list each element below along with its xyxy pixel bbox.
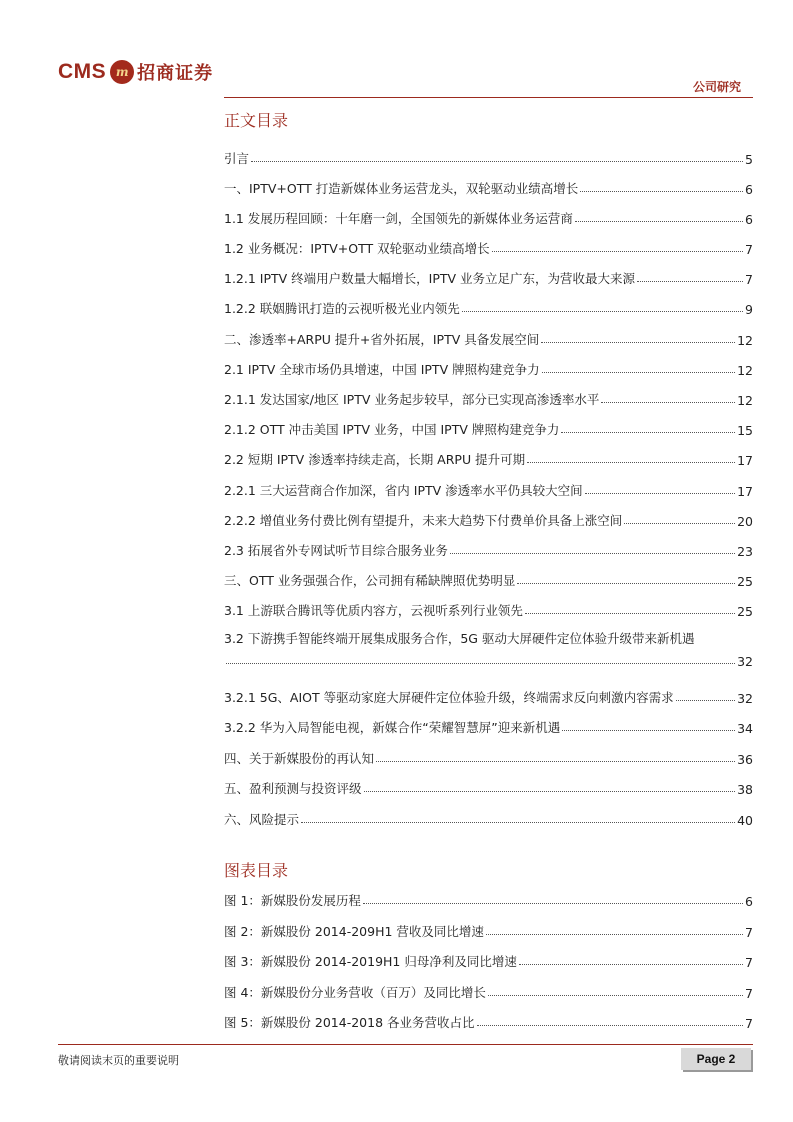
toc-title: 正文目录 xyxy=(224,111,289,130)
toc-item-text: 2.1 IPTV 全球市场仍具增速，中国 IPTV 牌照构建竞争力 xyxy=(224,362,540,377)
toc-item-page: 20 xyxy=(737,514,753,529)
toc-leader xyxy=(477,1024,744,1026)
figure-item-page: 7 xyxy=(745,1016,753,1031)
toc-leader xyxy=(637,280,743,282)
toc-item[interactable] xyxy=(224,388,753,408)
toc-item-text: 3.2.2 华为入局智能电视，新媒合作“荣耀智慧屏”迎来新机遇 xyxy=(224,720,561,735)
toc-leader xyxy=(226,662,735,664)
toc-item-text: 2.2.2 增值业务付费比例有望提升，未来大趋势下付费单价具备上涨空间 xyxy=(224,513,623,528)
toc-leader xyxy=(541,341,735,343)
toc-leader xyxy=(525,612,735,614)
toc-item-page: 38 xyxy=(737,782,753,797)
toc-item-page: 5 xyxy=(745,152,753,167)
toc-item-page: 9 xyxy=(745,302,753,317)
toc-item-text: 四、关于新媒股份的再认知 xyxy=(224,751,375,766)
toc-leader xyxy=(542,371,735,373)
toc-leader xyxy=(519,963,743,965)
toc-item-page: 32 xyxy=(737,654,753,669)
toc-item-page: 25 xyxy=(737,604,753,619)
toc-leader xyxy=(676,699,735,701)
figure-item[interactable] xyxy=(224,889,753,909)
toc-item-page: 34 xyxy=(737,721,753,736)
figure-item-page: 7 xyxy=(745,925,753,940)
toc-item-text: 六、风险提示 xyxy=(224,812,300,827)
toc-item-text: 3.1 上游联合腾讯等优质内容方，云视听系列行业领先 xyxy=(224,603,523,618)
toc-item[interactable] xyxy=(224,267,753,287)
figure-item-text: 图 5：新媒股份 2014-2018 各业务营收占比 xyxy=(224,1015,475,1030)
toc-item[interactable] xyxy=(224,479,753,499)
toc-item[interactable] xyxy=(224,686,753,706)
figure-list-title: 图表目录 xyxy=(224,861,289,880)
toc-item[interactable] xyxy=(224,418,753,438)
toc-leader xyxy=(562,729,735,731)
toc-item-page: 12 xyxy=(737,333,753,348)
figure-item[interactable] xyxy=(224,950,753,970)
figure-item-text: 图 1：新媒股份发展历程 xyxy=(224,893,361,908)
toc-item-page: 7 xyxy=(745,272,753,287)
toc-leader xyxy=(488,994,743,996)
toc-item[interactable] xyxy=(224,808,753,828)
toc-leader xyxy=(585,492,735,494)
logo-chinese-name: 招商证券 xyxy=(137,63,214,84)
toc-item[interactable] xyxy=(224,509,753,529)
toc-item[interactable] xyxy=(224,716,753,736)
toc-item-text: 2.1.1 发达国家/地区 IPTV 业务起步较早，部分已实现高渗透率水平 xyxy=(224,392,600,407)
toc-leader xyxy=(462,310,743,312)
toc-item-page: 40 xyxy=(737,813,753,828)
toc-leader xyxy=(601,401,735,403)
toc-item-text: 2.2 短期 IPTV 渗透率持续走高，长期 ARPU 提升可期 xyxy=(224,452,526,467)
figure-item-page: 7 xyxy=(745,955,753,970)
toc-item-text: 五、盈利预测与投资评级 xyxy=(224,781,362,796)
toc-item-page: 25 xyxy=(737,574,753,589)
toc-item-text: 1.2 业务概况：IPTV+OTT 双轮驱动业绩高增长 xyxy=(224,241,490,256)
toc-leader xyxy=(364,790,736,792)
company-logo xyxy=(58,59,213,85)
toc-item-page: 12 xyxy=(737,393,753,408)
disclaimer-note: 敬请阅读末页的重要说明 xyxy=(58,1054,179,1067)
toc-item[interactable] xyxy=(224,237,753,257)
toc-item-page: 7 xyxy=(745,242,753,257)
toc-item[interactable] xyxy=(224,147,753,167)
logo-mark-icon: m xyxy=(110,60,134,84)
header-divider xyxy=(224,97,753,98)
toc-leader xyxy=(450,552,735,554)
toc-item-text: 1.2.1 IPTV 终端用户数量大幅增长，IPTV 业务立足广东，为营收最大来源 xyxy=(224,271,636,286)
toc-item-page: 36 xyxy=(737,752,753,767)
page-number-badge: Page 2 xyxy=(681,1048,751,1070)
toc-item-page: 12 xyxy=(737,363,753,378)
toc-leader xyxy=(624,522,735,524)
figure-item-page: 6 xyxy=(745,894,753,909)
toc-leader xyxy=(561,431,735,433)
toc-item-text: 2.3 拓展省外专网试听节目综合服务业务 xyxy=(224,543,448,558)
toc-leader xyxy=(580,190,743,192)
toc-item[interactable] xyxy=(224,207,753,227)
toc-item-text: 三、OTT 业务强强合作，公司拥有稀缺牌照优势明显 xyxy=(224,573,516,588)
toc-item-page: 32 xyxy=(737,691,753,706)
toc-item-page: 6 xyxy=(745,182,753,197)
toc-leader xyxy=(301,821,735,823)
toc-item-text: 二、渗透率+ARPU 提升+省外拓展，IPTV 具备发展空间 xyxy=(224,332,540,347)
page-header xyxy=(0,0,793,100)
logo-cms-text: CMS xyxy=(58,60,107,83)
toc-item[interactable] xyxy=(224,629,753,671)
toc-item-page: 6 xyxy=(745,212,753,227)
toc-leader xyxy=(376,760,735,762)
toc-item-page: 15 xyxy=(737,423,753,438)
figure-item-page: 7 xyxy=(745,986,753,1001)
toc-item-text: 1.1 发展历程回顾：十年磨一剑，全国领先的新媒体业务运营商 xyxy=(224,211,573,226)
toc-item-page: 17 xyxy=(737,484,753,499)
toc-leader xyxy=(251,160,743,162)
figure-item[interactable] xyxy=(224,981,753,1001)
toc-leader xyxy=(527,461,735,463)
toc-item[interactable] xyxy=(224,539,753,559)
toc-leader xyxy=(517,582,735,584)
toc-item[interactable] xyxy=(224,599,753,619)
toc-leader xyxy=(575,220,743,222)
toc-leader xyxy=(492,250,743,252)
report-type-label: 公司研究 xyxy=(692,80,741,94)
toc-item[interactable] xyxy=(224,569,753,589)
toc-item[interactable] xyxy=(224,747,753,767)
toc-item-text: 3.2.1 5G、AIOT 等驱动家庭大屏硬件定位体验升级，终端需求反向刺激内容需求 xyxy=(224,690,674,705)
toc-item-text: 3.2 下游携手智能终端开展集成服务合作，5G 驱动大屏硬件定位体验升级带来新机遇 xyxy=(224,631,695,646)
toc-item[interactable] xyxy=(224,328,753,348)
toc-item-text: 1.2.2 联姻腾讯打造的云视听极光业内领先 xyxy=(224,301,460,316)
toc-item-text: 2.2.1 三大运营商合作加深，省内 IPTV 渗透率水平仍具较大空间 xyxy=(224,483,583,498)
figure-item-text: 图 4：新媒股份分业务营收（百万）及同比增长 xyxy=(224,985,486,1000)
figure-item-text: 图 2：新媒股份 2014-209H1 营收及同比增速 xyxy=(224,924,484,939)
toc-item-text: 引言 xyxy=(224,151,250,166)
toc-item-text: 2.1.2 OTT 冲击美国 IPTV 业务，中国 IPTV 牌照构建竞争力 xyxy=(224,422,560,437)
figure-item-text: 图 3：新媒股份 2014-2019H1 归母净利及同比增速 xyxy=(224,954,517,969)
toc-item[interactable] xyxy=(224,177,753,197)
figure-item[interactable] xyxy=(224,1011,753,1031)
toc-item-text: 一、IPTV+OTT 打造新媒体业务运营龙头，双轮驱动业绩高增长 xyxy=(224,181,579,196)
toc-item[interactable] xyxy=(224,448,753,468)
toc-item[interactable] xyxy=(224,358,753,378)
toc-item-page: 23 xyxy=(737,544,753,559)
toc-leader xyxy=(486,933,743,935)
footer-divider xyxy=(58,1044,753,1045)
toc-leader xyxy=(363,902,743,904)
toc-item-page: 17 xyxy=(737,453,753,468)
figure-item[interactable] xyxy=(224,920,753,940)
toc-item[interactable] xyxy=(224,777,753,797)
toc-item[interactable] xyxy=(224,297,753,317)
